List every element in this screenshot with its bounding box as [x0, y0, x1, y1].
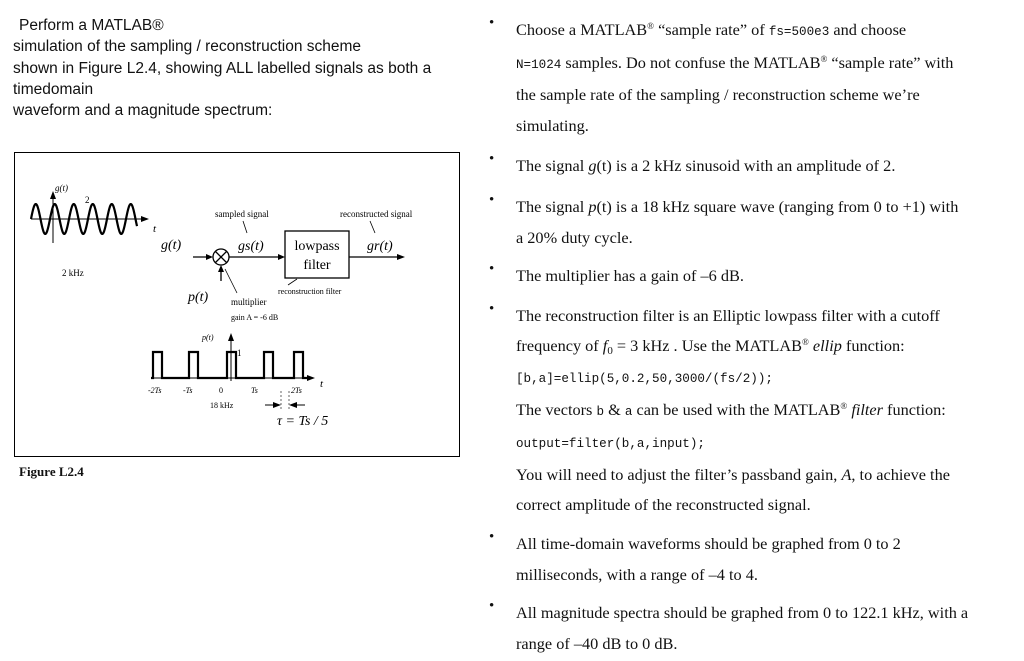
g-t-arrow	[141, 216, 149, 222]
p-y-arrow	[228, 333, 234, 341]
b5-code-b: b	[596, 404, 605, 419]
tau-label: τ = Ts / 5	[277, 414, 329, 429]
b2-text-1: The signal	[516, 156, 589, 176]
b5-f-symbol: f	[602, 336, 608, 356]
b1-reg-2: ®	[820, 53, 828, 64]
filter-label-1: lowpass	[294, 239, 340, 254]
bullet-time-domain	[489, 529, 1004, 590]
figure-l2-4	[14, 152, 460, 457]
p-freq-label: 18 kHz	[210, 401, 234, 410]
b5-code-ellip: [b,a]=ellip(5,0.2,50,3000/(fs/2));	[516, 371, 773, 386]
recon-pointer	[288, 279, 297, 285]
b5-text-10: correct amplitude of the reconstructed signal.	[516, 495, 811, 515]
b1-text-1: Choose a MATLAB	[516, 20, 648, 39]
b5-filter-function: filter	[851, 399, 883, 419]
intro-line-5: waveform and a magnitude spectrum:	[13, 102, 273, 120]
bullet-signal-g	[489, 151, 1004, 182]
sampled-signal-label: sampled signal	[215, 209, 269, 219]
gr-label: gr(t)	[367, 239, 393, 254]
b5-f-subscript: 0	[607, 345, 613, 358]
tick-minus-2ts: -2Ts	[148, 386, 162, 395]
intro-text	[13, 15, 473, 121]
tau-arrowhead-right	[289, 402, 297, 408]
b2-text-2: is a 2 kHz sinusoid with an amplitude of 2.	[611, 156, 896, 176]
gr-arrow	[397, 254, 405, 260]
bullet-spectra	[489, 598, 1004, 659]
b3-text-2: is a 18 kHz square wave (ranging from 0 to +1) with	[611, 196, 959, 216]
g-input-arrow	[206, 254, 213, 260]
b1-reg-1: ®	[647, 21, 654, 31]
multiplier-label: multiplier	[231, 297, 267, 307]
p-input-label: p(t)	[188, 290, 209, 305]
b5-text-3: = 3 kHz . Use the MATLAB	[612, 336, 802, 356]
b4-text-1: • The multiplier has a gain of –6 dB.	[516, 266, 744, 286]
reconstructed-pointer	[370, 221, 375, 233]
p-amplitude-label: 1	[237, 348, 242, 358]
b1-code-fs: fs=500e3	[768, 25, 830, 39]
b3-text-3: a 20% duty cycle.	[516, 227, 633, 247]
b5-text-4: function:	[841, 336, 905, 356]
tick-minus-ts: -Ts	[183, 386, 193, 395]
gs-arrow	[278, 254, 285, 260]
g-input-label: g(t)	[161, 238, 182, 253]
b5-text-6: can be used with the MATLAB	[632, 399, 841, 419]
g-axis-label: g(t)	[55, 183, 68, 193]
b1-code-n: N=1024	[516, 57, 562, 72]
intro-line-2: simulation of the sampling / reconstruction scheme	[13, 38, 362, 56]
p-t-arrow	[307, 375, 315, 381]
sampled-pointer	[243, 221, 247, 233]
bullet-filter	[489, 301, 1004, 521]
block-diagram	[15, 153, 459, 456]
p-axis-label: p(t)	[202, 333, 214, 342]
filter-label-2: filter	[303, 258, 331, 273]
b7-text-2: range of –40 dB to 0 dB.	[516, 633, 678, 653]
reconstructed-signal-label: reconstructed signal	[340, 209, 413, 219]
bullet-multiplier	[489, 261, 1004, 292]
b2-symbol: g	[588, 156, 597, 176]
g-t-label: t	[153, 223, 157, 235]
g-amplitude-label: 2	[85, 195, 90, 205]
b5-code-filter: output=filter(b,a,input);	[516, 437, 705, 452]
reconstruction-filter-label: reconstruction filter	[278, 287, 342, 296]
b5-text-5: The vectors	[516, 399, 597, 419]
intro-line-3: shown in Figure L2.4, showing ALL labelled signals as both a	[13, 59, 432, 77]
b1-text-4: samples. Do not confuse the MATLAB	[561, 52, 821, 72]
b7-text-1: • All magnitude spectra should be graphed from 0 to 122.1 kHz, with a	[516, 603, 969, 623]
b5-text-7: function:	[882, 399, 946, 419]
p-input-arrow	[218, 265, 224, 272]
b5-ellip-function: ellip	[812, 336, 842, 356]
b3-text-1: The signal	[516, 196, 589, 216]
b1-text-3: and choose	[829, 20, 907, 39]
requirements-list	[489, 15, 1004, 659]
b2-argument: (t)	[596, 156, 612, 176]
tick-zero: 0	[219, 386, 223, 395]
b6-text-2: milliseconds, with a range of –4 to 4.	[516, 564, 758, 584]
b5-text-9: , to achieve the	[851, 464, 950, 484]
b5-reg-1: ®	[802, 337, 809, 348]
g-freq-label: 2 kHz	[62, 268, 84, 278]
b1-text-5: “sample rate” with	[827, 52, 954, 72]
multiplier-pointer	[225, 269, 237, 293]
b5-ampersand: &	[604, 399, 625, 419]
gain-label: gain A = -6 dB	[231, 313, 279, 322]
b5-text-8: You will need to adjust the filter’s passband gain,	[516, 464, 842, 484]
b5-text-2: frequency of	[516, 336, 603, 356]
b5-text-1: • The reconstruction filter is an Elliptic lowpass filter with a cutoff	[516, 305, 940, 325]
figure-caption: Figure L2.4	[19, 464, 84, 479]
b1-text-6: the sample rate of the sampling / reconstruction scheme we’re	[516, 85, 920, 105]
p-pulse-train	[151, 352, 307, 378]
b3-symbol: p	[588, 196, 597, 216]
bullet-sample-rate	[489, 15, 1004, 141]
intro-line-1: Perform a MATLAB®	[19, 17, 164, 34]
intro-line-4: timedomain	[13, 80, 94, 98]
b3-argument: (t)	[596, 196, 612, 216]
gs-label: gs(t)	[238, 239, 264, 254]
p-t-label: t	[320, 378, 324, 390]
b5-reg-2: ®	[840, 400, 848, 411]
tick-ts: Ts	[251, 386, 258, 395]
b5-gain-symbol: A	[841, 464, 852, 484]
b1-text-2: “sample rate” of	[654, 20, 769, 39]
tau-arrowhead-left	[273, 402, 281, 408]
tick-2ts: 2Ts	[291, 386, 302, 395]
b5-code-a: a	[624, 404, 633, 419]
b6-text-1: • All time-domain waveforms should be graphed from 0 to 2	[516, 533, 901, 553]
b1-text-7: simulating.	[516, 115, 589, 135]
bullet-signal-p	[489, 192, 1004, 253]
